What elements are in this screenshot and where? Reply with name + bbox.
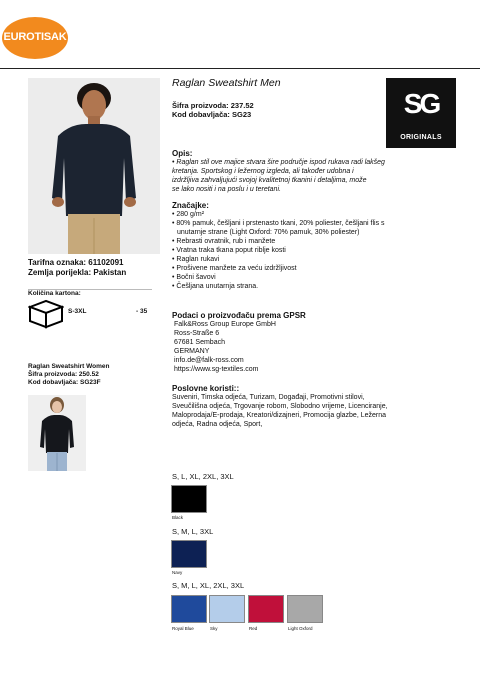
feature-item: • 280 g/m² — [172, 211, 205, 218]
color-label-light-oxford: Light Oxford — [288, 626, 313, 631]
feature-item: • Češljana unutarnja strana. — [172, 283, 259, 290]
koristi-line: Maloprodaja/E-prodaja, Kreatori/dizajneri, Promocija glazbe, Ležerna — [172, 412, 387, 419]
product-codes — [172, 101, 254, 119]
header-divider — [0, 68, 480, 69]
color-swatch-red[interactable] — [248, 595, 284, 623]
color-swatch-black[interactable] — [171, 485, 207, 513]
koristi-line: Sveučilišna odjeća, Trgovanje robom, Slobodno vrijeme, Licenciranje, — [172, 403, 388, 410]
related-product-sifra: Šifra proizvoda: 250.52 — [28, 371, 99, 378]
gpsr-email-link[interactable]: info.de@falk-ross.com — [174, 357, 244, 364]
color-swatch-royal-blue[interactable] — [171, 595, 207, 623]
product-photo-women[interactable] — [28, 395, 86, 471]
feature-item: • Prošivene manžete za veću izdržljivost — [172, 265, 297, 272]
carton-box-icon — [28, 299, 64, 329]
koristi-text — [172, 393, 442, 429]
gpsr-line: 67681 Sembach — [174, 339, 225, 346]
carton-size: S-3XL — [68, 308, 87, 315]
carton-qty: - 35 — [136, 308, 148, 315]
gpsr-line: Ross-Straße 6 — [174, 330, 220, 337]
model-figure-men — [28, 78, 160, 254]
color-label-navy: Navy — [172, 570, 183, 575]
color-swatch-light-oxford[interactable] — [287, 595, 323, 623]
koristi-heading: Poslovne koristi:: — [172, 384, 240, 393]
feature-list — [172, 210, 442, 291]
feature-item: unutarnje strane (Light Oxford: 70% pamuk, 30% poliester) — [177, 229, 360, 236]
koristi-line: Suveniri, Timska odjeća, Turizam, Događaji, Promotivni stilovi, — [172, 394, 365, 401]
color-swatch-navy[interactable] — [171, 540, 207, 568]
product-title: Raglan Sweatshirt Men — [172, 77, 281, 89]
gpsr-address — [172, 320, 422, 374]
tarifna-oznaka: Tarifna oznaka: 61102091 — [28, 258, 124, 267]
size-list-navy: S, M, L, 3XL — [172, 527, 214, 536]
kolicina-kartona-label: Količina kartona: — [28, 290, 81, 297]
feature-item: • Bočni šavovi — [172, 274, 216, 281]
related-product-kod: Kod dobavljača: SG23F — [28, 379, 101, 386]
opis-line: izdržljiva zahvaljujući svojoj kvalitetnoj tkanini i detaljima, može — [172, 177, 367, 184]
koristi-line: odjeća, Radna odjeća, Sport, — [172, 421, 263, 428]
opis-text — [172, 158, 432, 194]
znacajke-section — [172, 201, 442, 291]
opis-line: se lako nositi i na poslu i u teretani. — [172, 186, 281, 193]
model-figure-women — [28, 395, 86, 471]
gpsr-line: GERMANY — [174, 348, 210, 355]
color-label-royal-blue: Royal Blue — [172, 626, 194, 631]
related-product-name: Raglan Sweatshirt Women — [28, 363, 110, 370]
sg-mark: SG — [403, 88, 439, 119]
product-photo-men — [28, 78, 160, 254]
feature-item: • 80% pamuk, češljani i prstenasto tkani, 20% poliester, češljani flis s — [172, 220, 385, 227]
logo-text: EUROTISAK — [3, 31, 67, 43]
opis-section — [172, 149, 432, 194]
size-list-multi: S, M, L, XL, 2XL, 3XL — [172, 581, 245, 590]
feature-item: • Raglan rukavi — [172, 256, 220, 263]
opis-line: • Raglan stil ove majice stvara šire područje ispod rukava radi lakšeg — [172, 159, 385, 166]
gpsr-website-link[interactable]: https://www.sg-textiles.com — [174, 366, 259, 373]
zemlja-porijekla: Zemlja porijekla: Pakistan — [28, 268, 127, 277]
color-swatch-sky[interactable] — [209, 595, 245, 623]
gpsr-line: Falk&Ross Group Europe GmbH — [174, 321, 276, 328]
sg-originals-logo — [386, 78, 456, 148]
gpsr-section — [172, 311, 422, 374]
color-label-black: Black — [172, 515, 184, 520]
product-kod: Kod dobavljača: SG23 — [172, 110, 252, 119]
product-sifra: Šifra proizvoda: 237.52 — [172, 101, 254, 110]
color-label-red: Red — [249, 626, 258, 631]
opis-line: kretanja. Sportskog i ležernog izgleda, ali također udobna i — [172, 168, 354, 175]
sg-originals-text: ORIGINALS — [400, 134, 442, 141]
size-list-black: S, L, XL, 2XL, 3XL — [172, 472, 234, 481]
znacajke-heading: Značajke: — [172, 201, 209, 210]
color-label-sky: Sky — [210, 626, 218, 631]
feature-item: • Vratna traka tkana poput riblje kosti — [172, 247, 286, 254]
feature-item: • Rebrasti ovratnik, rub i manžete — [172, 238, 276, 245]
gpsr-heading: Podaci o proizvođaču prema GPSR — [172, 311, 306, 320]
eurotisak-logo[interactable] — [0, 17, 70, 61]
related-product[interactable] — [28, 363, 110, 387]
opis-heading: Opis: — [172, 149, 193, 158]
koristi-section — [172, 384, 442, 429]
